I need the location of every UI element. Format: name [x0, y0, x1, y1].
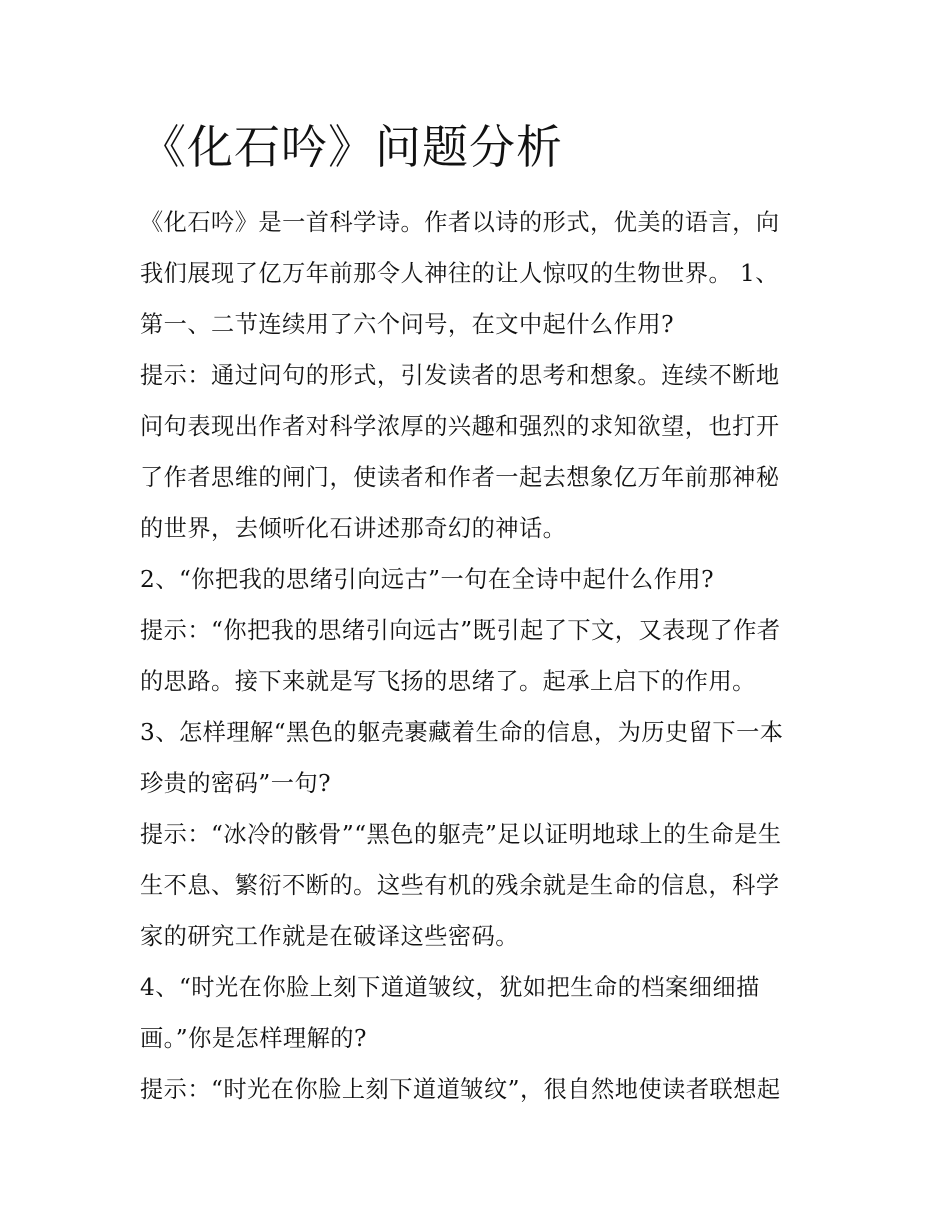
text-line: 的世界，去倾听化石讲述那奇幻的神话。: [140, 515, 567, 542]
text-line: 问句表现出作者对科学浓厚的兴趣和强烈的求知欲望，也打开: [140, 413, 780, 440]
text-line: 的思路。接下来就是写飞扬的思绪了。起承上启下的作用。: [140, 668, 756, 695]
text-line: 提示：“你把我的思绪引向远古”既引起了下文，又表现了作者: [140, 617, 781, 644]
text-line: 画。”你是怎样理解的?: [140, 1025, 367, 1052]
text-line: 3、怎样理解“黑色的躯壳裹藏着生命的信息，为历史留下一本: [140, 719, 784, 746]
text-line: 提示：“冰冷的骸骨”“黑色的躯壳”足以证明地球上的生命是生: [140, 821, 782, 848]
text-line: 4、“时光在你脸上刻下道道皱纹，犹如把生命的档案细细描: [140, 974, 760, 1001]
text-line: 2、“你把我的思绪引向远古”一句在全诗中起什么作用?: [140, 566, 715, 593]
text-line: 我们展现了亿万年前那令人神往的让人惊叹的生物世界。 1、: [140, 260, 779, 287]
document-title: 《化石吟》问题分析: [140, 120, 563, 174]
text-line: 《化石吟》是一首科学诗。作者以诗的形式，优美的语言，向: [140, 209, 780, 236]
document-body: [140, 200, 820, 1118]
text-line: 家的研究工作就是在破译这些密码。: [140, 923, 519, 950]
text-line: 了作者思维的闸门，使读者和作者一起去想象亿万年前那神秘: [140, 464, 780, 491]
text-line: 提示：通过问句的形式，引发读者的思考和想象。连续不断地: [140, 362, 780, 389]
text-line: 提示：“时光在你脸上刻下道道皱纹”，很自然地使读者联想起: [140, 1076, 781, 1103]
text-line: 生不息、繁衍不断的。这些有机的残余就是生命的信息，科学: [140, 872, 780, 899]
text-line: 第一、二节连续用了六个问号，在文中起什么作用?: [140, 311, 675, 338]
text-line: 珍贵的密码”一句?: [140, 770, 332, 797]
